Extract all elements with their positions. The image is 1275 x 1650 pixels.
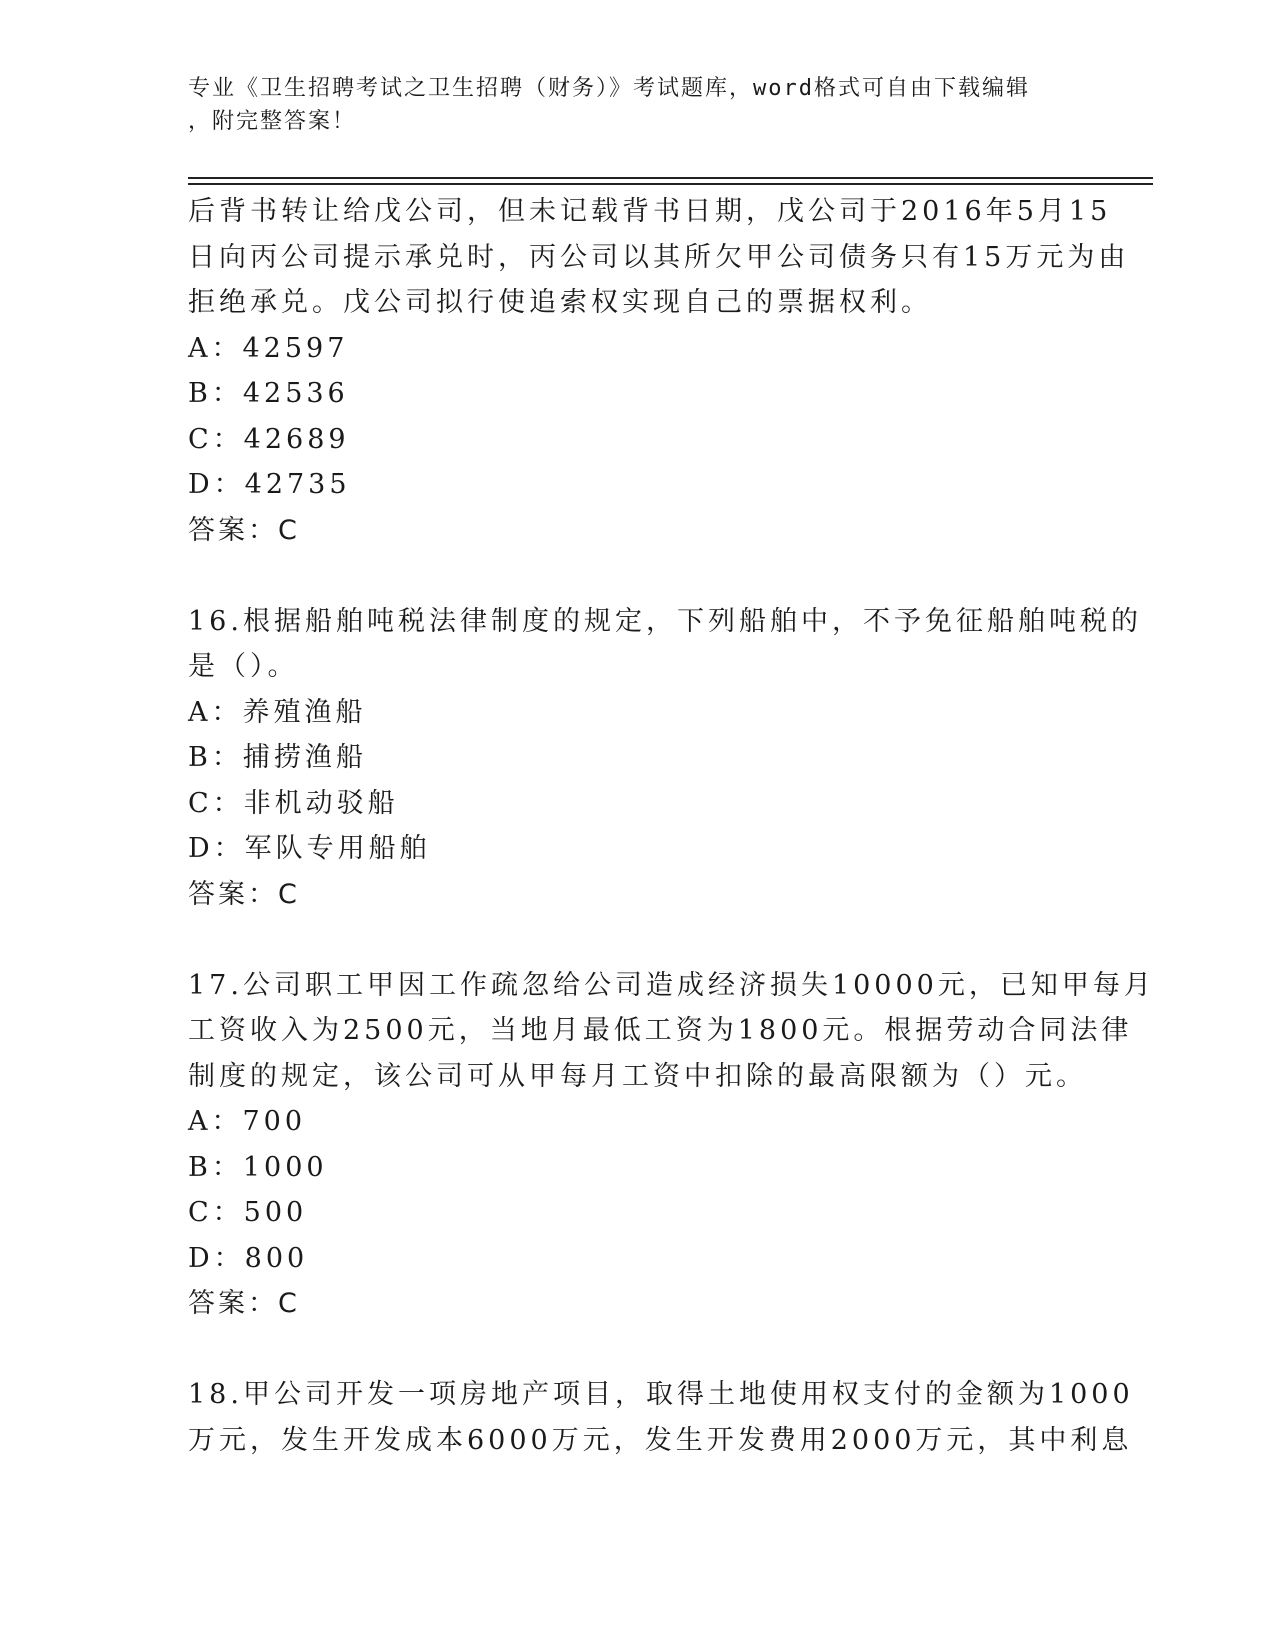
question-18-text-line-1: 18.甲公司开发一项房地产项目，取得土地使用权支付的金额为1000 (188, 1379, 1134, 1410)
header-rule-top (188, 177, 1153, 179)
header-line-1: 专业《卫生招聘考试之卫生招聘（财务）》考试题库，word格式可自由下载编辑 (188, 76, 1030, 101)
question-17-option-a: A：700 (188, 1106, 307, 1137)
spacer (188, 1327, 1088, 1373)
question-17-text-line-2: 工资收入为2500元，当地月最低工资为1800元。根据劳动合同法律 (188, 1015, 1133, 1046)
question-17 (188, 963, 1155, 1327)
question-15-option-d: D：42735 (188, 469, 351, 500)
question-15-answer: 答案：C (188, 514, 300, 546)
document-header (188, 72, 1068, 138)
question-15-option-a: A：42597 (188, 332, 349, 364)
question-15-text-line-1: 后背书转让给戊公司，但未记载背书日期，戊公司于2016年5月15 (188, 196, 1112, 227)
question-16-option-a: A：养殖渔船 (188, 696, 367, 728)
question-17-option-c: C：500 (188, 1197, 308, 1228)
question-16-answer: 答案：C (188, 878, 300, 910)
question-list (188, 189, 1155, 1463)
question-15-text-line-2: 日向丙公司提示承兑时，丙公司以其所欠甲公司债务只有15万元为由 (188, 241, 1130, 273)
question-15-option-b: B：42536 (188, 378, 349, 409)
question-15-text-line-3: 拒绝承兑。戊公司拟行使追索权实现自己的票据权利。 (188, 287, 932, 318)
question-16-option-c: C：非机动驳船 (188, 787, 399, 819)
question-16-text-line-2: 是（）。 (188, 651, 299, 682)
question-15 (188, 189, 1130, 553)
question-17-option-d: D：800 (188, 1242, 309, 1274)
question-17-text-line-1: 17.公司职工甲因工作疏忽给公司造成经济损失10000元，已知甲每月 (188, 969, 1155, 1001)
header-line-2: ，附完整答案！ (188, 109, 357, 134)
spacer (188, 553, 1088, 599)
question-16-option-d: D：军队专用船舶 (188, 833, 431, 864)
question-17-answer: 答案：C (188, 1288, 300, 1319)
question-16 (188, 599, 1142, 918)
question-17-text-line-3: 制度的规定，该公司可从甲每月工资中扣除的最高限额为（）元。 (188, 1060, 1087, 1092)
question-18 (188, 1372, 1134, 1463)
question-16-option-b: B：捕捞渔船 (188, 742, 367, 773)
question-16-text-line-1: 16.根据船舶吨税法律制度的规定，下列船舶中，不予免征船舶吨税的 (188, 605, 1142, 637)
spacer (188, 917, 1088, 963)
header-rule-bottom (188, 183, 1153, 185)
question-18-text-line-2: 万元，发生开发成本6000万元，发生开发费用2000万元，其中利息 (188, 1424, 1133, 1456)
question-15-option-c: C：42689 (188, 423, 350, 455)
question-17-option-b: B：1000 (188, 1151, 328, 1183)
